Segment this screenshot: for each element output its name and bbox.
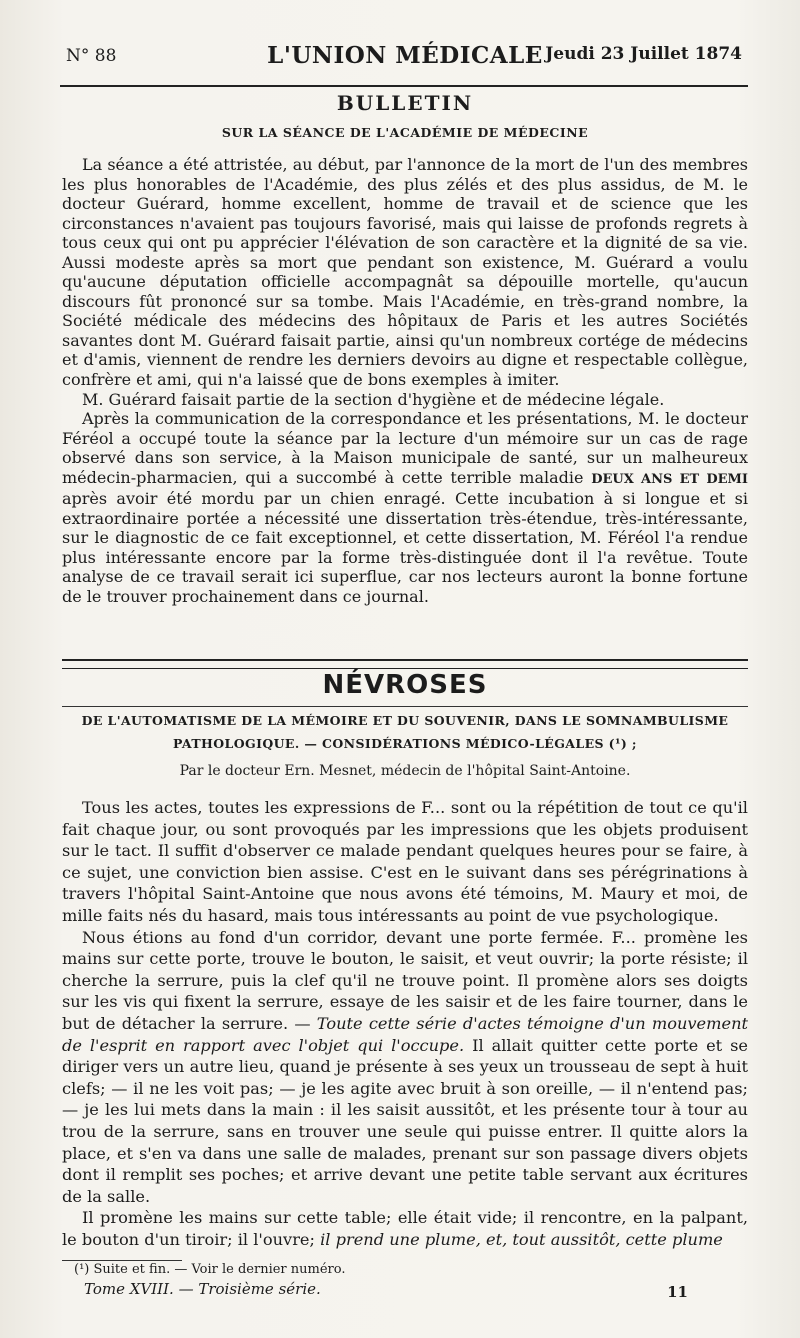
article-subtitle: PATHOLOGIQUE. — CONSIDÉRATIONS MÉDICO-LÉGALES (¹) ; xyxy=(173,736,637,751)
article-paragraph xyxy=(62,927,748,1208)
running-head xyxy=(62,38,748,72)
article-author: Par le docteur Ern. Mesnet, médecin de l'hôpital Saint-Antoine. xyxy=(179,763,631,779)
paragraph-text: après avoir été mordu par un chien enragé. Cette incubation à si longue et si extraordinaire portée a nécessité une dissertation très-étendue, très-intéressante, sur le diagnostic de ce fait exceptionnel, et cette dissertation, M. Féréol l'a rendue plus intéressante encore par la forme très-distinguée dont il l'a revêtue. Toute analyse de ce travail serait ici superflue, car nos lecteurs auront la bonne fortune de le trouver prochainement dans ce journal. xyxy=(62,489,748,607)
emphasis-small-caps: DEUX ANS ET DEMI xyxy=(591,471,748,487)
page-number: 11 xyxy=(667,1283,688,1301)
italic-text: Toute cette série d'actes témoigne d'un mouvement de l'esprit en rapport avec l'objet qui l'occupe. xyxy=(62,1013,748,1055)
bulletin-subtitle: SUR LA SÉANCE DE L'ACADÉMIE DE MÉDECINE xyxy=(221,125,589,140)
italic-text: il prend une plume, et, tout aussitôt, cette plume xyxy=(320,1229,723,1249)
article-subtitle: DE L'AUTOMATISME DE LA MÉMOIRE ET DU SOUVENIR, DANS LE SOMNAMBULISME xyxy=(81,713,729,728)
section-divider xyxy=(62,659,748,669)
footnote-rule xyxy=(62,1260,182,1261)
bulletin-paragraph: M. Guérard faisait partie de la section d'hygiène et de médecine légale. xyxy=(82,389,665,409)
issue-date: Jeudi 23 Juillet 1874 xyxy=(545,44,742,64)
paragraph-text: Il allait quitter cette porte et se diriger vers un autre lieu, quand je présente à ses yeux un trousseau de sept à huit clefs; — il ne les voit pas; — je les agite avec bruit à son oreille, — il n'entend pas; — je les lui mets dans la main : il les saisit aussitôt, et les présente tour à tour au trou de la serrure, sans en trouver une seule qui puisse entrer. Il quitte alors la place, et s'en va dans une salle de malades, prenant sur son passage divers objets dont il remplit ses poches; et arrive devant une petite table servant aux écritures de la salle. xyxy=(62,1035,748,1206)
title-underline xyxy=(62,706,748,707)
nevroses-title: NÉVROSES xyxy=(322,670,488,700)
journal-title: L'UNION MÉDICALE xyxy=(267,42,543,69)
article-paragraph xyxy=(62,1207,748,1250)
tome-line: Tome XVIII. — Troisième série. xyxy=(84,1280,321,1298)
header-rule xyxy=(60,85,748,87)
bulletin-paragraph: La séance a été attristée, au début, par l'annonce de la mort de l'un des membres les plus honorables de l'Académie, des plus zélés et des plus assidus, de M. le docteur Guérard, homme excellent, homme de travail et de science que les circonstances n'avaient pas toujours favorisé, mais qui laisse de profonds regrets à tous ceux qui ont pu apprécier l'élévation de son caractère et la dignité de sa vie. Aussi modeste après sa mort que pendant son existence, M. Guérard a voulu qu'aucune députation officielle accompagnât sa dépouille mortelle, qu'aucun discours fût prononcé sur sa tombe. Mais l'Académie, en très-grand nombre, la Société médicale des médecins des hôpitaux de Paris et les autres Sociétés savantes dont M. Guérard faisait partie, ainsi qu'un nombreux cortége de médecins et d'amis, viennent de rendre les derniers devoirs au digne et respectable collègue, confrère et ami, qui n'a laissé que de bons exemples à imiter. xyxy=(62,155,748,390)
bulletin-title: BULLETIN xyxy=(336,91,474,115)
bulletin-paragraph xyxy=(62,409,748,606)
paragraph-text: Après la communication de la correspondance et les présentations, M. le docteur Féréol a occupé toute la séance par la lecture d'un mémoire sur un cas de rage observé dans son service, à la Maison municipale de santé, sur un malheureux médecin-pharmacien, qui a succombé à cette terrible maladie xyxy=(62,409,748,487)
bulletin-body xyxy=(62,155,748,607)
article-body xyxy=(62,797,748,1250)
paragraph-text: Nous étions au fond d'un corridor, devant une porte fermée. F... promène les mains sur cette porte, trouve le bouton, le saisit, et veut ouvrir; la porte résiste; il cherche la serrure, puis la clef qu'il ne trouve point. Il promène alors ses doigts sur les vis qui fixent la serrure, essaye de les saisir et de les faire tourner, dans le but de détacher la serrure. — xyxy=(62,927,748,1033)
article-paragraph: Tous les actes, toutes les expressions de F... sont ou la répétition de tout ce qu'il fait chaque jour, ou sont provoqués par les impressions que les objets produisent sur le tact. Il suffit d'observer ce malade pendant quelques heures pour se faire, à ce sujet, une conviction bien assise. C'est en le suivant dans ses pérégrinations à travers l'hôpital Saint-Antoine que nous avons été témoins, M. Maury et moi, de mille faits nés du hasard, mais tous intéressants au point de vue psychologique. xyxy=(62,798,748,925)
footnote: (¹) Suite et fin. — Voir le dernier numéro. xyxy=(74,1262,346,1277)
paragraph-text: Il promène les mains sur cette table; elle était vide; il rencontre, en la palpant, le bouton d'un tiroir; il l'ouvre; xyxy=(62,1208,748,1249)
issue-number: N° 88 xyxy=(66,46,117,66)
